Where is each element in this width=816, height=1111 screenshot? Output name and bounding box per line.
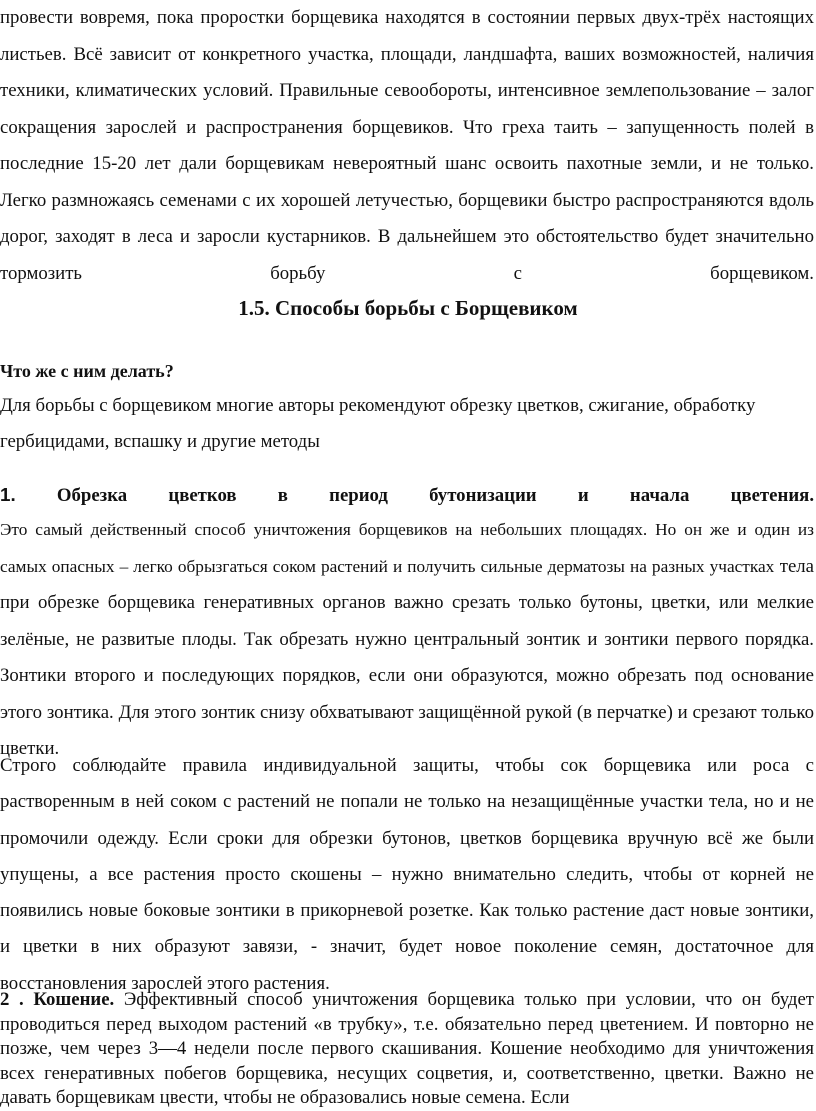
- item2-title: Кошение.: [33, 989, 115, 1010]
- item1-heading: 1. Обрезка цветков в период бутонизации и начала цветения.: [0, 484, 815, 506]
- item2-paragraph: [0, 988, 814, 1111]
- item1-body-text: тела при обрезке борщевика генеративных органов важно срезать только бутоны, цветки, или мелкие зелёные, не развитые плоды. Так обрезать нужно центральный зонтик и зонтики первого порядка. Зонтики второго и последующих порядков, если они образуются, можно обрезать под основание этого зонтика. Для этого зонтик снизу обхватывают защищённой рукой (в перчатке) и срезают только цветки.: [0, 555, 814, 759]
- question-heading: Что же с ним делать?: [0, 361, 174, 381]
- item2-body: Эффективный способ уничтожения борщевика только при условии, что он будет проводиться перед выходом растений «в трубку», т.е. обязательно перед цветением. И повторно не позже, чем через 3—4 недели после первого скашивания. Кошение необходимо для уничтожения всех генеративных побегов борщевика, несущих соцветия, и, соответственно, цветки. Важно не давать борщевикам цвести, чтобы не образовались новые семена. Если: [0, 989, 815, 1108]
- section-heading: 1.5. Способы борьбы с Борщевиком: [238, 296, 578, 320]
- item1-number: 1.: [0, 484, 16, 505]
- item1-title: Обрезка цветков в период бутонизации и начала цветения: [56, 485, 810, 506]
- item1-warning-paragraph: Строго соблюдайте правила индивидуальной защиты, чтобы сок борщевика или роса с растворенным в ней соком с растений не попали не только на незащищённые участки тела, но и не промочили одежду. Если сроки для обрезки бутонов, цветков борщевика вручную всё же были упущены, а все растения просто скошены – нужно внимательно следить, чтобы от корней не появились новые боковые зонтики в прикорневой розетке. Как только растение даст новые зонтики, и цветки в них образуют завязи, - значит, будет новое поколение семян, достаточное для восстановления зарослей этого растения.: [0, 755, 814, 994]
- intro-paragraph: провести вовремя, пока проростки борщевика находятся в состоянии первых двух-трёх настоящих листьев. Всё зависит от конкретного участка, площади, ландшафта, ваших возможностей, наличия техники, климатических условий. Правильные севообороты, интенсивное землепользование – залог сокращения зарослей и распространения борщевиков. Что греха таить – запущенность полей в последние 15-20 лет дали борщевикам невероятный шанс освоить пахотные земли, и не только. Легко размножаясь семенами с их хорошей летучестью, борщевики быстро распространяются вдоль дорог, заходят в леса и заросли кустарников. В дальнейшем это обстоятельство будет значительно тормозить борьбу с борщевиком.: [0, 7, 814, 284]
- methods-intro-paragraph: Для борьбы с борщевиком многие авторы рекомендуют обрезку цветков, сжигание, обработку гербицидами, вспашку и другие методы: [0, 395, 756, 452]
- item2-number: 2 .: [0, 989, 24, 1010]
- item1-body: [0, 512, 814, 768]
- item1-first-sentence: Это самый действенный способ уничтожения борщевиков на небольших площадях. Но он же и один из самых опасных – легко обрызгаться соком растений и получить сильные дерматозы на разных участках: [0, 520, 814, 576]
